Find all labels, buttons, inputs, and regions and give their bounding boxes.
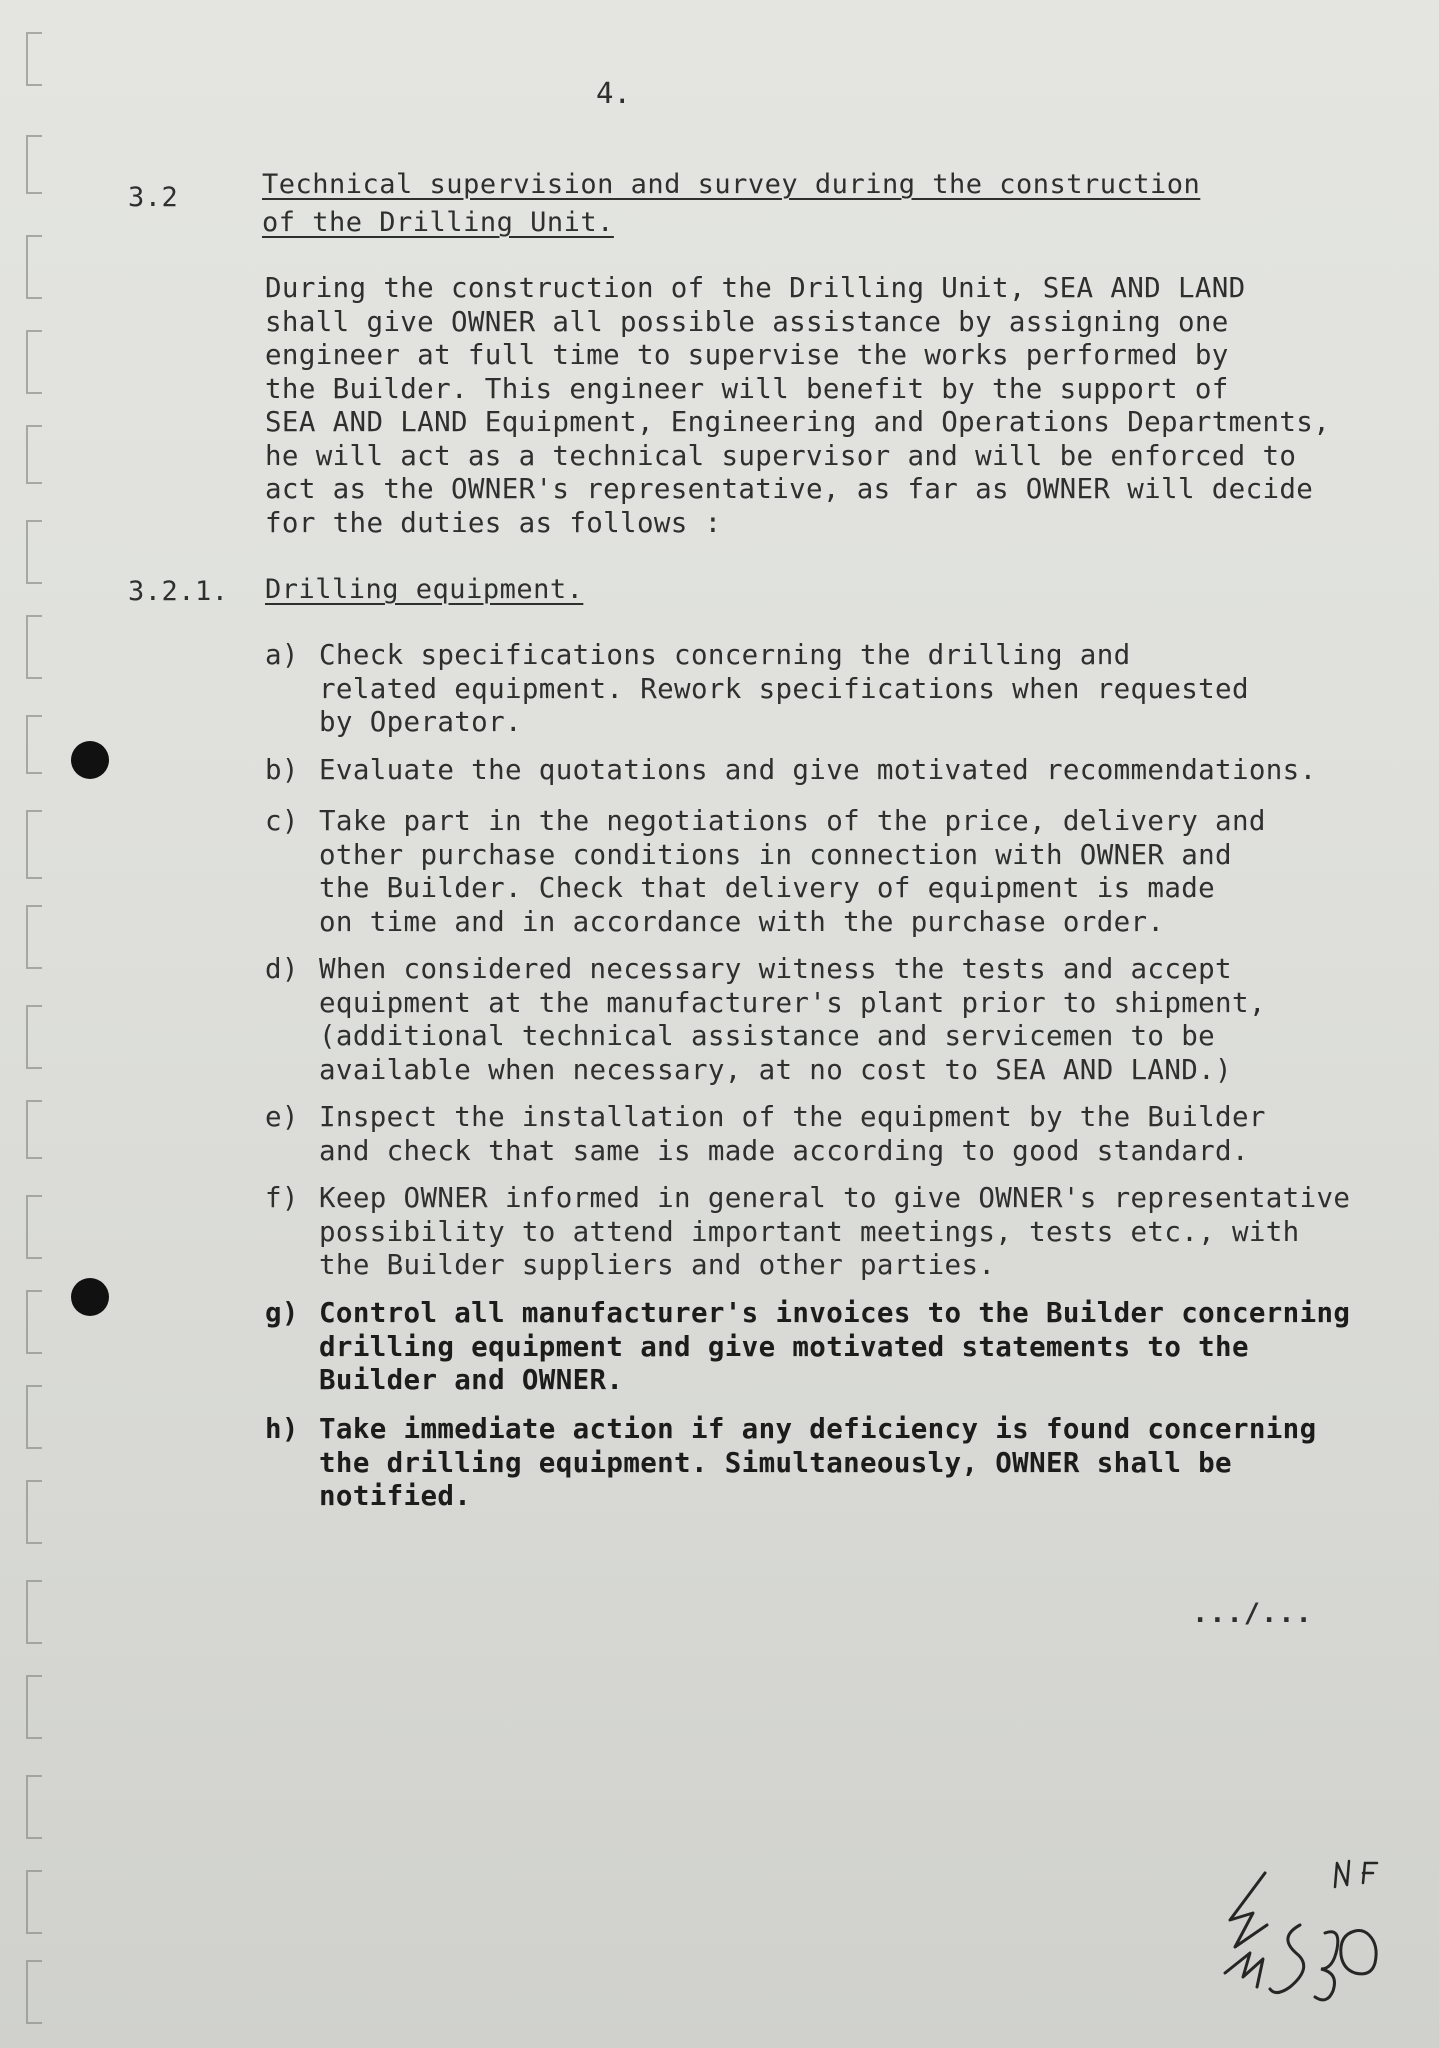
paragraph-line: the Builder. This engineer will benefit by the support of bbox=[265, 372, 1229, 405]
scan-edge-mark bbox=[26, 615, 42, 679]
scan-edge-mark bbox=[26, 1480, 42, 1544]
punch-hole bbox=[71, 741, 109, 779]
item-label: g) bbox=[265, 1297, 299, 1329]
paragraph-line: During the construction of the Drilling Unit, SEA AND LAND bbox=[265, 272, 1246, 304]
item-line: on time and in accordance with the purchase order. bbox=[319, 905, 1165, 938]
signature-stroke bbox=[1335, 1861, 1349, 1887]
item-line: When considered necessary witness the tests and accept bbox=[319, 953, 1232, 985]
item-label: f) bbox=[265, 1182, 299, 1214]
scan-edge-mark bbox=[26, 1960, 42, 2024]
item-line: notified. bbox=[319, 1480, 472, 1512]
scan-left-edge bbox=[0, 0, 55, 2048]
signature-stroke bbox=[1230, 1873, 1267, 1947]
section-heading-line: Technical supervision and survey during the construction bbox=[262, 169, 1201, 200]
item-line: Take part in the negotiations of the price, delivery and bbox=[319, 805, 1266, 837]
scan-edge-mark bbox=[26, 1870, 42, 1934]
scan-edge-mark bbox=[26, 1775, 42, 1839]
item-line: drilling equipment and give motivated statements to the bbox=[319, 1330, 1249, 1363]
paragraph-line: SEA AND LAND Equipment, Engineering and Operations Departments, bbox=[265, 406, 1331, 438]
item-line: Builder and OWNER. bbox=[319, 1364, 624, 1396]
section-number: 3.2 bbox=[128, 182, 179, 213]
scan-edge-mark bbox=[26, 520, 42, 584]
item-line: Control all manufacturer's invoices to the Builder concerning bbox=[319, 1297, 1351, 1329]
scan-edge-mark bbox=[26, 32, 42, 86]
item-line: and check that same is made according to good standard. bbox=[319, 1134, 1249, 1167]
item-line: other purchase conditions in connection with OWNER and bbox=[319, 838, 1232, 871]
item-line: available when necessary, at no cost to SEA AND LAND.) bbox=[319, 1053, 1232, 1086]
item-label: d) bbox=[265, 953, 299, 985]
section-heading-line: of the Drilling Unit. bbox=[262, 207, 614, 238]
scan-edge-mark bbox=[26, 425, 42, 484]
signature-stroke bbox=[1270, 1925, 1304, 1993]
item-label: h) bbox=[265, 1413, 299, 1445]
paragraph-line: shall give OWNER all possible assistance by assigning one bbox=[265, 305, 1229, 338]
signature-stroke bbox=[1363, 1863, 1377, 1883]
item-line: Check specifications concerning the drilling and bbox=[319, 639, 1131, 671]
signature-stroke bbox=[1315, 1932, 1338, 2000]
item-line: Keep OWNER informed in general to give OWNER's representative bbox=[319, 1182, 1351, 1214]
signature-stroke bbox=[1225, 1953, 1263, 1987]
item-line: Evaluate the quotations and give motivated recommendations. bbox=[319, 754, 1317, 786]
item-line: the Builder. Check that delivery of equipment is made bbox=[319, 872, 1216, 904]
subsection-heading: Drilling equipment. bbox=[265, 574, 584, 605]
scan-edge-mark bbox=[26, 1675, 42, 1739]
scan-edge-mark bbox=[26, 1100, 42, 1159]
paragraph-line: he will act as a technical supervisor and will be enforced to bbox=[265, 439, 1297, 472]
scan-edge-mark bbox=[26, 810, 42, 879]
punch-hole bbox=[71, 1278, 109, 1316]
item-label: c) bbox=[265, 805, 299, 837]
item-line: related equipment. Rework specifications when requested bbox=[319, 672, 1249, 705]
scan-edge-mark bbox=[26, 715, 42, 774]
scan-edge-mark bbox=[26, 135, 42, 194]
scan-edge-mark bbox=[26, 1290, 42, 1354]
item-line: the drilling equipment. Simultaneously, OWNER shall be bbox=[319, 1446, 1232, 1479]
item-label: b) bbox=[265, 754, 299, 786]
scan-edge-mark bbox=[26, 235, 42, 299]
continuation-mark: .../... bbox=[1192, 1598, 1313, 1629]
scan-edge-mark bbox=[26, 1580, 42, 1644]
scan-edge-mark bbox=[26, 330, 42, 394]
paragraph-line: engineer at full time to supervise the works performed by bbox=[265, 339, 1229, 371]
page-number: 4. bbox=[596, 76, 631, 110]
scan-edge-mark bbox=[26, 905, 42, 969]
item-label: e) bbox=[265, 1101, 299, 1133]
signature-stroke bbox=[1341, 1931, 1376, 1974]
scan-edge-mark bbox=[26, 1005, 42, 1069]
scan-edge-mark bbox=[26, 1385, 42, 1449]
item-line: Inspect the installation of the equipment by the Builder bbox=[319, 1101, 1266, 1133]
item-line: possibility to attend important meetings, tests etc., with bbox=[319, 1215, 1300, 1248]
item-line: by Operator. bbox=[319, 706, 522, 738]
item-line: (additional technical assistance and servicemen to be bbox=[319, 1020, 1216, 1052]
paragraph-line: for the duties as follows : bbox=[265, 506, 722, 539]
section-heading bbox=[262, 166, 1200, 242]
paragraph-line: act as the OWNER's representative, as far as OWNER will decide bbox=[265, 473, 1314, 505]
scan-edge-mark bbox=[26, 1195, 42, 1259]
section-paragraph bbox=[265, 272, 1405, 540]
item-line: Take immediate action if any deficiency is found concerning bbox=[319, 1413, 1317, 1445]
subsection-number: 3.2.1. bbox=[128, 576, 229, 607]
item-label: a) bbox=[265, 639, 299, 671]
handwritten-signature bbox=[1205, 1855, 1415, 2015]
item-line: the Builder suppliers and other parties. bbox=[319, 1249, 996, 1281]
item-line: equipment at the manufacturer's plant prior to shipment, bbox=[319, 986, 1266, 1019]
